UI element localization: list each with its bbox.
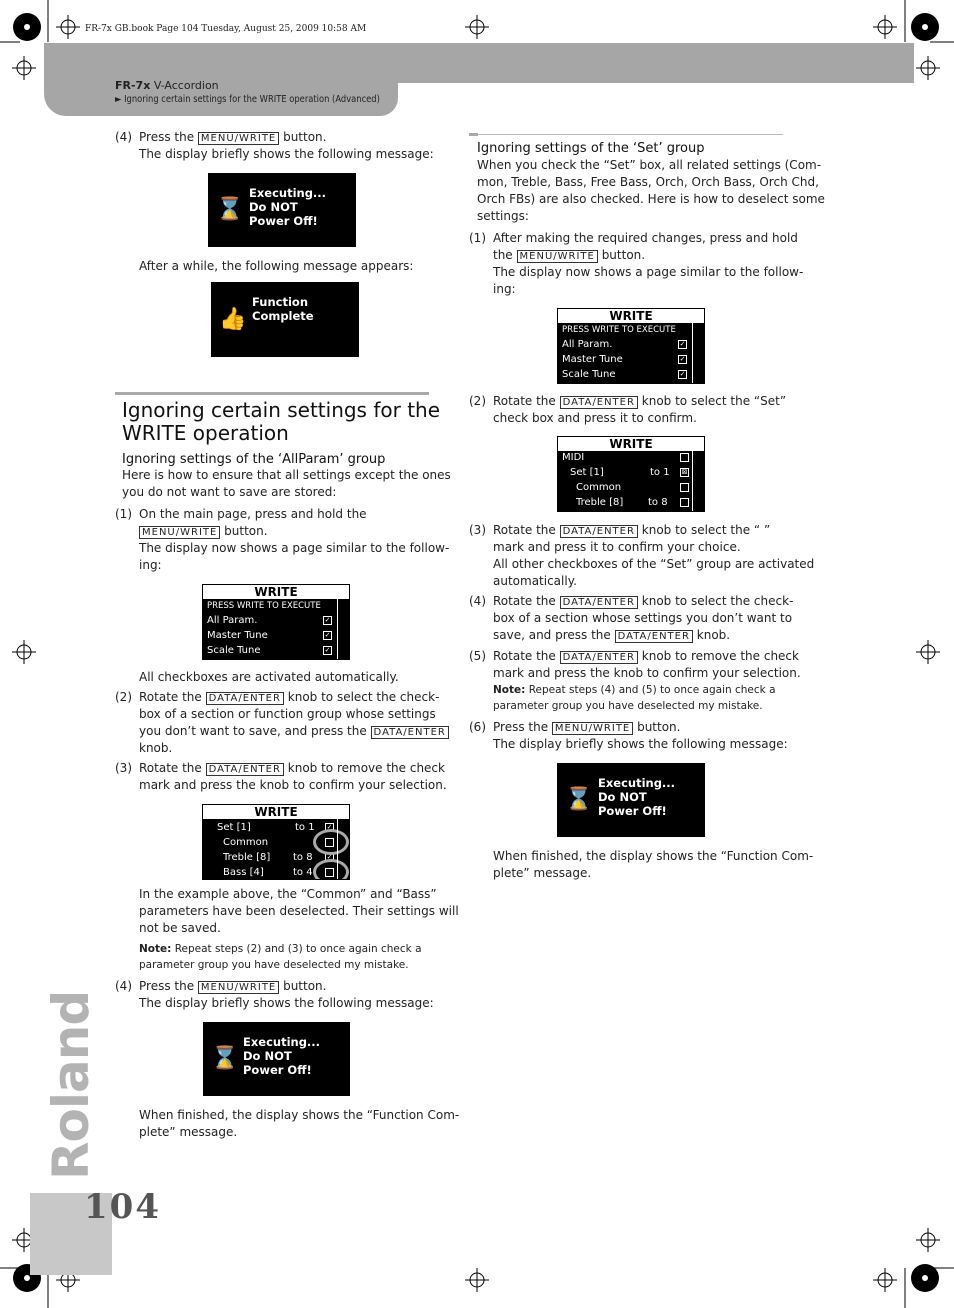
checkbox: ✓ [679, 355, 686, 363]
lcd-msg: Function Complete [252, 295, 314, 323]
menu-write-key: MENU/WRITE [552, 722, 633, 735]
step-4-num: (4) [115, 130, 132, 144]
breadcrumb: ► Ignoring certain settings for the WRITE operation (Advanced) [115, 94, 380, 105]
after-while-text: After a while, the following message appears: [139, 259, 414, 273]
step-1-num: (1) [115, 507, 132, 521]
r-step-4-text: Rotate the DATA/ENTER knob to select the check- box of a section whose settings you don’t want to save, and press the DATA/ENTER knob. [493, 594, 794, 642]
data-enter-key: DATA/ENTER [206, 763, 284, 776]
r-step-4-num: (4) [469, 594, 486, 608]
r-step-6-num: (6) [469, 720, 486, 734]
hourglass-icon: ⌛ [216, 197, 244, 222]
step-3-num: (3) [115, 761, 132, 775]
data-enter-key: DATA/ENTER [371, 726, 449, 739]
hourglass-icon: ⌛ [211, 1046, 239, 1071]
checkbox: ✓ [324, 646, 331, 654]
example-text: In the example above, the “Common” and “Bass” parameters have been deselected. Their settings will not be saved. [139, 887, 459, 935]
section-rule [115, 392, 429, 395]
step-4b-num: (4) [115, 979, 132, 993]
step-4-text: Press the MENU/WRITE button. [139, 130, 327, 144]
section-title: Ignoring certain settings for the WRITE operation [122, 398, 441, 445]
print-header: FR-7x GB.book Page 104 Tuesday, August 25, 2009 10:58 AM [85, 24, 367, 34]
data-enter-key: DATA/ENTER [560, 651, 638, 664]
scrollbar [337, 599, 347, 659]
note-left: Note: Repeat steps (2) and (3) to once again check a parameter group you have deselected my mistake. [139, 943, 422, 971]
lcd-complete-1 [211, 282, 359, 357]
data-enter-key: DATA/ENTER [615, 630, 693, 643]
checkbox-empty [680, 483, 689, 492]
subsection-title-set: Ignoring settings of the ‘Set’ group [477, 141, 705, 156]
step-2-text: Rotate the DATA/ENTER knob to select the check- box of a section or function group whose settings you don’t want to save, and press the DATA/ENTER knob. [139, 689, 449, 757]
lcd-msg: Executing... Do NOT Power Off! [249, 186, 327, 228]
r-step-2-text: Rotate the DATA/ENTER knob to select the “Set” check box and press it to confirm. [493, 394, 787, 425]
checkbox: ✓ [324, 616, 331, 624]
checkbox-empty [680, 453, 689, 462]
checkbox: ✓ [679, 340, 686, 348]
page-number: 104 [84, 1187, 161, 1227]
menu-write-key: MENU/WRITE [517, 250, 598, 263]
header-product: V-Accordion [153, 79, 219, 92]
scrollbar [692, 323, 702, 383]
subsection-title: Ignoring settings of the ‘AllParam’ group [122, 452, 386, 467]
thumbs-up-icon: 👍 [219, 307, 247, 332]
scrollbar [337, 819, 347, 879]
write-screen-allparam: WRITE PRESS WRITE TO EXECUTE All Param. Master Tune Scale Tune ✓ ✓ ✓ [202, 584, 350, 660]
step-4b-text: Press the MENU/WRITE button. [139, 979, 327, 993]
header-model: FR-7x [115, 79, 151, 92]
finished-text-right: When finished, the display shows the “Function Com- plete” message. [493, 849, 814, 880]
data-enter-key: DATA/ENTER [206, 692, 284, 705]
lcd-msg: Executing... Do NOT Power Off! [598, 776, 676, 818]
header-model-line [115, 79, 219, 92]
hourglass-icon: ⌛ [565, 787, 593, 812]
step-2-num: (2) [115, 690, 132, 704]
checkbox: ✓ [326, 823, 333, 831]
scrollbar [692, 451, 702, 511]
r-step-1-text: After making the required changes, press and hold the MENU/WRITE button. The display now shows a page similar to the follow- ing: [493, 231, 804, 296]
step-3-text: Rotate the DATA/ENTER knob to remove the check mark and press the knob to confirm your selection. [139, 761, 447, 792]
step-1-after: All checkboxes are activated automatically. [139, 670, 399, 684]
note-right: Note: Repeat steps (4) and (5) to once again check a parameter group you have deselected my mistake. [493, 684, 776, 712]
r-step-1-num: (1) [469, 231, 486, 245]
r-step-2-num: (2) [469, 394, 486, 408]
menu-write-key: MENU/WRITE [139, 526, 220, 539]
r-step-3-num: (3) [469, 523, 486, 537]
step-4b-sub: The display briefly shows the following message: [139, 996, 434, 1010]
right-rule [469, 134, 783, 135]
checkbox: ✓ [324, 631, 331, 639]
checkbox-empty [680, 498, 689, 507]
data-enter-key: DATA/ENTER [560, 596, 638, 609]
set-intro: When you check the “Set” box, all related settings (Com- mon, Treble, Bass, Free Bass, Orch, Orch Bass, Orch Chd, Orch FBs) are also checked. Here is how to deselect some settings: [477, 158, 825, 223]
write-screen-set: WRITE Set [1] Common Treble [8] Bass [4] to 1 to 8 to 4 ✓ ✓ [202, 804, 350, 880]
intro-text: Here is how to ensure that all settings except the ones you do not want to save are stored: [122, 468, 451, 499]
right-rule-tab [469, 133, 478, 136]
r-step-5-num: (5) [469, 649, 486, 663]
checkbox-set: ⊠ [681, 468, 688, 476]
lcd-executing-2 [203, 1022, 350, 1096]
step-4-sub: The display briefly shows the following message: [139, 147, 434, 161]
brand-logo: Roland [42, 990, 100, 1180]
lcd-msg: Executing... Do NOT Power Off! [243, 1035, 321, 1077]
step-1-text: On the main page, press and hold the MENU/WRITE button. The display now shows a page similar to the follow- ing: [139, 507, 450, 572]
r-step-6-sub: The display briefly shows the following message: [493, 737, 788, 751]
menu-write-key: MENU/WRITE [198, 132, 279, 145]
write-screen-allparam-r: WRITE PRESS WRITE TO EXECUTE All Param. Master Tune Scale Tune ✓ ✓ ✓ [557, 308, 705, 384]
lcd-executing-1 [208, 173, 356, 247]
r-step-3-text: Rotate the DATA/ENTER knob to select the “ ” mark and press it to confirm your choice. All other checkboxes of the “Set” group are activated automatically. [493, 523, 815, 588]
lcd-executing-3 [557, 763, 705, 837]
checkbox: ✓ [679, 370, 686, 378]
finished-text-left: When finished, the display shows the “Function Com- plete” message. [139, 1108, 460, 1139]
data-enter-key: DATA/ENTER [560, 525, 638, 538]
menu-write-key: MENU/WRITE [198, 981, 279, 994]
r-step-6-text: Press the MENU/WRITE button. [493, 720, 681, 734]
data-enter-key: DATA/ENTER [560, 396, 638, 409]
write-screen-midi: WRITE MIDI Set [1] Common Treble [8] to 1 to 8 ⊠ [557, 436, 705, 512]
r-step-5-text: Rotate the DATA/ENTER knob to remove the check mark and press the knob to confirm your selection. [493, 649, 801, 680]
checkbox: ✓ [326, 853, 333, 861]
header-band [44, 43, 914, 83]
